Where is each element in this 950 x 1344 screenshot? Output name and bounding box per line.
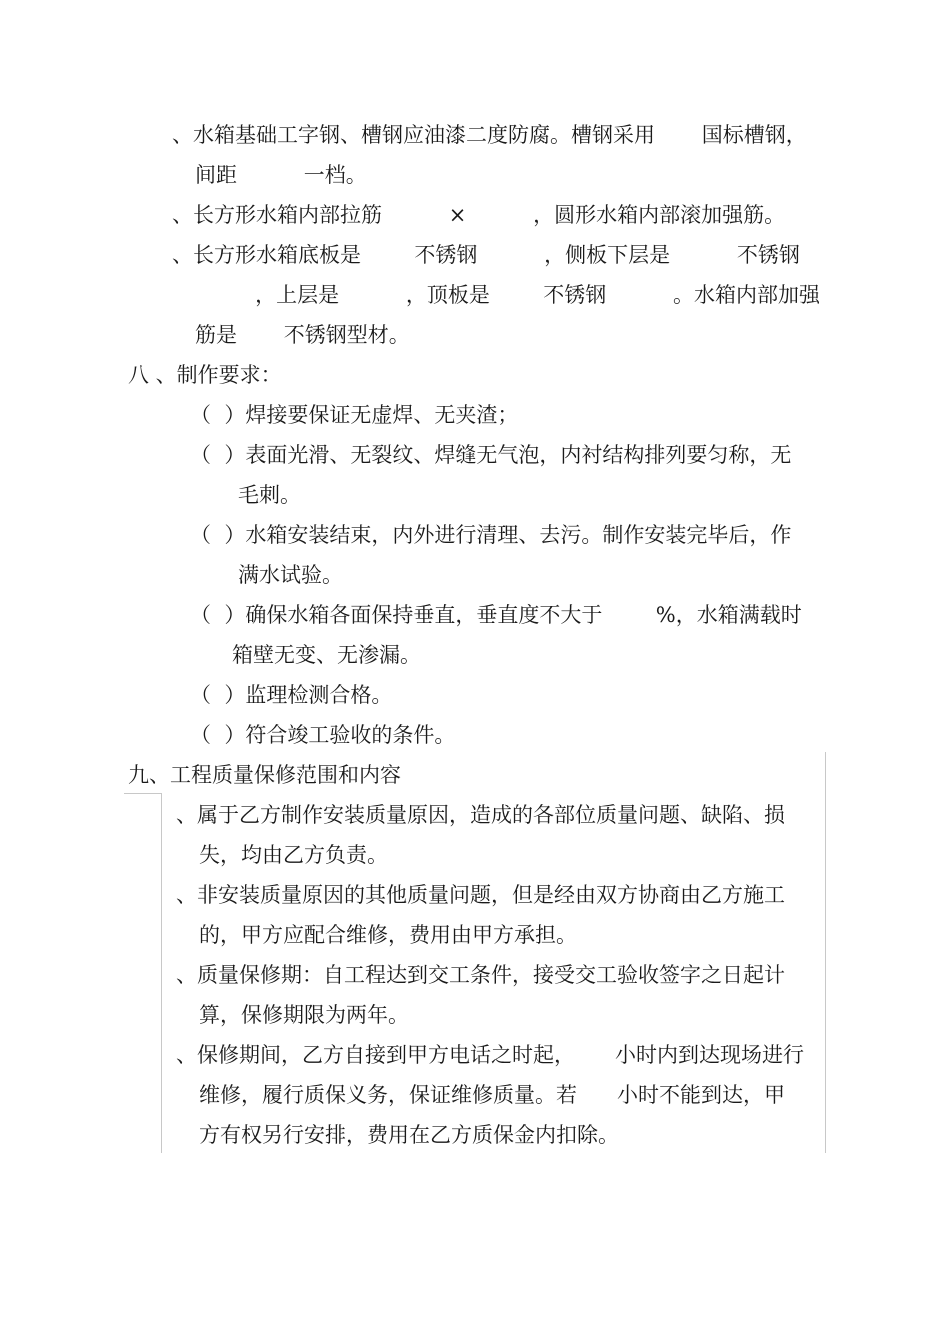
section-heading: 八 、制作要求：: [128, 363, 282, 387]
requirement-line: （ ）监理检测合格。: [190, 683, 393, 707]
warranty-line: 的，甲方应配合维修，费用由甲方承担。: [199, 923, 577, 947]
warranty-line: 维修，履行质保义务，保证维修质量。若 小时不能到达，甲: [199, 1083, 786, 1107]
item-line: 间距 一档。: [195, 163, 367, 187]
requirement-line: 毛刺。: [238, 483, 301, 507]
item-line: ，上层是 ，顶板是 不锈钢 。水箱内部加强: [195, 283, 820, 307]
warranty-line: 、非安装质量原因的其他质量问题，但是经由双方协商由乙方施工: [176, 883, 785, 907]
warranty-line: 算，保修期限为两年。: [199, 1003, 409, 1027]
warranty-line: 方有权另行安排，费用在乙方质保金内扣除。: [199, 1123, 619, 1147]
warranty-line: 、质量保修期：自工程达到交工条件，接受交工验收签字之日起计: [176, 963, 785, 987]
item-line: 、长方形水箱底板是 不锈钢 ，侧板下层是 不锈钢: [172, 243, 800, 267]
item-line: 、长方形水箱内部拉筋 × ，圆形水箱内部滚加强筋。: [172, 203, 786, 227]
requirement-line: （ ）表面光滑、无裂纹、焊缝无气泡，内衬结构排列要匀称，无: [190, 443, 792, 467]
item-line: 、水箱基础工字钢、槽钢应油漆二度防腐。槽钢采用 国标槽钢，: [172, 123, 807, 147]
requirement-line: 满水试验。: [238, 563, 343, 587]
requirement-line: （ ）确保水箱各面保持垂直，垂直度不大于 %，水箱满载时: [190, 603, 802, 627]
item-line: 筋是 不锈钢型材。: [195, 323, 410, 347]
warranty-line: 失，均由乙方负责。: [199, 843, 388, 867]
table-border-left: [161, 793, 162, 1153]
warranty-line: 、属于乙方制作安装质量原因，造成的各部位质量问题、缺陷、损: [176, 803, 785, 827]
table-border-right: [825, 752, 826, 1153]
section-heading: 九、工程质量保修范围和内容: [128, 763, 401, 787]
requirement-line: 箱壁无变、无渗漏。: [232, 643, 421, 667]
table-border-top: [124, 793, 162, 794]
requirement-line: （ ）水箱安装结束，内外进行清理、去污。制作安装完毕后，作: [190, 523, 792, 547]
warranty-line: 、保修期间，乙方自接到甲方电话之时起， 小时内到达现场进行: [176, 1043, 805, 1067]
requirement-line: （ ）符合竣工验收的条件。: [190, 723, 456, 747]
requirement-line: （ ）焊接要保证无虚焊、无夹渣；: [190, 403, 519, 427]
